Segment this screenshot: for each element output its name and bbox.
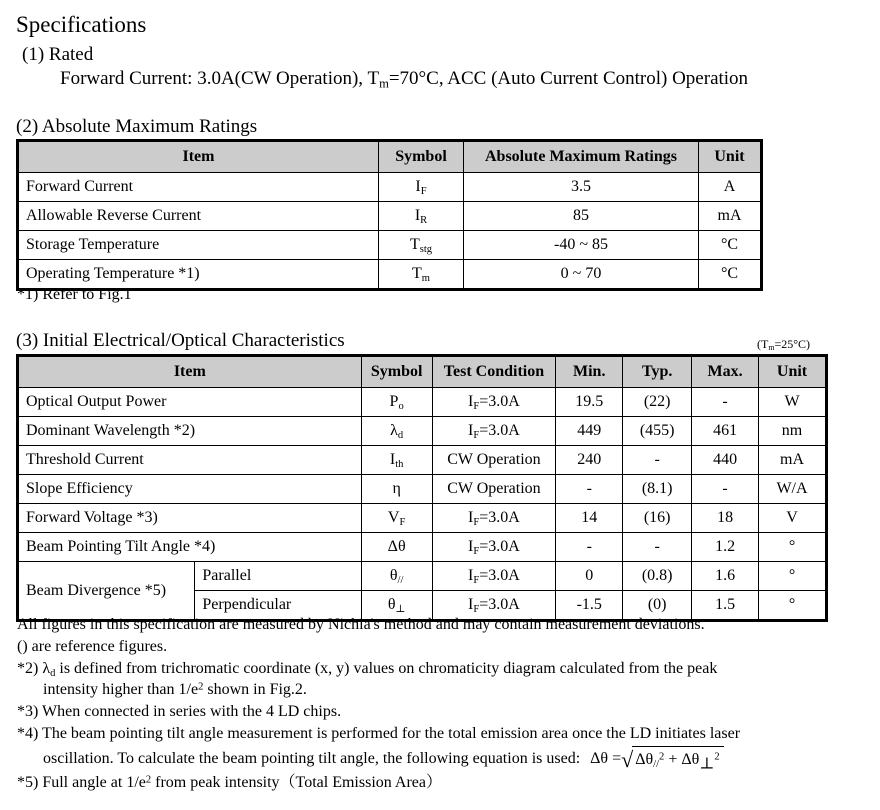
row-typ: (22) — [623, 388, 692, 417]
row-unit: °C — [699, 231, 761, 260]
row-max: 461 — [692, 417, 759, 446]
symbol-subscript: th — [395, 458, 404, 470]
row-test-condition — [432, 533, 556, 562]
radical-sign: √ — [621, 747, 634, 773]
table-row — [19, 475, 826, 504]
symbol-subscript: d — [397, 429, 404, 441]
table-row — [19, 173, 761, 202]
condition-subscript: m — [768, 343, 775, 353]
page-title: Specifications — [16, 12, 147, 37]
row-symbol — [361, 504, 432, 533]
footnote-4: *4) The beam pointing tilt angle measurement is performed for the total emission area once the LD initiates laser — [17, 724, 741, 742]
row-unit: W — [759, 388, 826, 417]
symbol-base: V — [387, 509, 400, 526]
row-typ: (0) — [623, 591, 692, 620]
footnote-2-part3: intensity higher than 1/e — [43, 681, 199, 699]
test-subscript: F — [473, 516, 480, 528]
table-row — [19, 388, 826, 417]
row-unit: A — [699, 173, 761, 202]
row-typ: - — [623, 533, 692, 562]
symbol-base: I — [389, 451, 396, 468]
row-typ: (455) — [623, 417, 692, 446]
row-item: Operating Temperature *1) — [19, 260, 379, 289]
row-unit: °C — [699, 260, 761, 289]
equation-term2-subscript: ⊥ — [699, 755, 715, 773]
row-unit: nm — [759, 417, 826, 446]
row-test-condition — [432, 446, 556, 475]
symbol-base: θ — [387, 596, 396, 613]
row-min: 240 — [556, 446, 623, 475]
measurement-condition-note — [757, 337, 810, 352]
symbol-subscript: R — [420, 214, 428, 226]
footnote-5 — [17, 773, 867, 794]
symbol-subscript: // — [397, 574, 404, 586]
symbol-base: Δθ — [387, 538, 406, 555]
rated-line-subscript: m — [379, 76, 389, 91]
row-min: 449 — [556, 417, 623, 446]
row-typ: (8.1) — [623, 475, 692, 504]
table-row — [19, 231, 761, 260]
symbol-subscript: F — [420, 185, 427, 197]
footnote-2-part4: shown in Fig.2. — [203, 681, 307, 699]
column-header-item: Item — [19, 142, 379, 173]
test-subscript: F — [473, 574, 480, 586]
row-item: Storage Temperature — [19, 231, 379, 260]
column-header-unit: Unit — [699, 142, 761, 173]
footnote-2-superscript: 2 — [198, 681, 204, 693]
equation-term2-superscript: 2 — [714, 751, 720, 763]
absolute-maximum-ratings-table — [18, 141, 761, 289]
row-unit: mA — [759, 446, 826, 475]
row-symbol — [361, 533, 432, 562]
column-header-typ: Typ. — [623, 357, 692, 388]
test-subscript: F — [473, 429, 480, 441]
row-min: - — [556, 533, 623, 562]
table-row — [19, 202, 761, 231]
row-test-condition — [432, 504, 556, 533]
footnote-general-1: All figures in this specification are measured by Nichia's method and may contain measurement deviations. — [17, 616, 705, 633]
symbol-base: T — [409, 236, 420, 253]
test-rest: =3.0A — [479, 567, 520, 584]
row-max: 1.2 — [692, 533, 759, 562]
symbol-base: I — [415, 178, 421, 195]
row-min: 0 — [556, 562, 623, 591]
row-item-beam-divergence: Beam Divergence *5) — [19, 562, 195, 620]
row-max: 1.6 — [692, 562, 759, 591]
symbol-subscript: ⊥ — [395, 603, 406, 615]
symbol-subscript: o — [398, 400, 404, 412]
row-symbol — [379, 260, 464, 289]
row-rating: 0 ~ 70 — [464, 260, 699, 289]
symbol-base: I — [414, 207, 421, 224]
row-min: 19.5 — [556, 388, 623, 417]
row-symbol — [379, 231, 464, 260]
column-header-min: Min. — [556, 357, 623, 388]
row-symbol — [361, 475, 432, 504]
row-max: 440 — [692, 446, 759, 475]
footnote-fig1: *1) Refer to Fig.1 — [17, 286, 132, 303]
footnote-2-subscript: d — [50, 667, 56, 679]
test-base: CW Operation — [447, 451, 541, 468]
symbol-base: P — [389, 393, 399, 410]
row-symbol — [379, 202, 464, 231]
test-base: CW Operation — [447, 480, 541, 497]
row-sublabel-perpendicular: Perpendicular — [195, 591, 361, 620]
column-header-symbol: Symbol — [361, 357, 432, 388]
table-header-row — [19, 142, 761, 173]
row-rating: 3.5 — [464, 173, 699, 202]
row-rating: -40 ~ 85 — [464, 231, 699, 260]
symbol-subscript: stg — [419, 243, 433, 255]
row-sublabel-parallel: Parallel — [195, 562, 361, 591]
column-header-item: Item — [19, 357, 362, 388]
row-max: - — [692, 388, 759, 417]
row-test-condition — [432, 475, 556, 504]
table-header-row — [19, 357, 826, 388]
test-base: I — [468, 509, 474, 526]
column-header-max: Max. — [692, 357, 759, 388]
test-rest: =3.0A — [479, 596, 520, 613]
row-symbol — [361, 562, 432, 591]
symbol-base: λ — [390, 422, 398, 439]
rated-line-part2: =70°C, ACC (Auto Current Control) Operation — [388, 68, 749, 89]
row-unit: ° — [759, 562, 826, 591]
footnote-2-part1: *2) λ — [17, 659, 51, 677]
footnotes-block — [17, 615, 867, 794]
row-min: 14 — [556, 504, 623, 533]
table-row — [19, 417, 826, 446]
row-symbol — [361, 417, 432, 446]
symbol-base: θ — [389, 567, 398, 584]
row-typ: (16) — [623, 504, 692, 533]
condition-part2: =25°C) — [774, 337, 811, 351]
section-3-heading: (3) Initial Electrical/Optical Characteristics — [16, 330, 345, 351]
column-header-symbol: Symbol — [379, 142, 464, 173]
footnote-2-part2: is defined from trichromatic coordinate (x, y) values on chromaticity diagram calculated from the peak — [55, 659, 718, 677]
footnote-4-equation-line — [17, 746, 867, 773]
rated-forward-current-line — [60, 68, 748, 90]
test-rest: =3.0A — [479, 509, 520, 526]
row-max: 1.5 — [692, 591, 759, 620]
row-item: Optical Output Power — [19, 388, 362, 417]
footnote-2 — [17, 659, 867, 680]
row-unit: ° — [759, 533, 826, 562]
row-min: - — [556, 475, 623, 504]
section-2-heading: (2) Absolute Maximum Ratings — [16, 116, 258, 137]
footnote-3: *3) When connected in series with the 4 LD chips. — [17, 703, 342, 721]
row-item: Dominant Wavelength *2) — [19, 417, 362, 446]
footnote-2-continued — [17, 680, 867, 701]
row-min: -1.5 — [556, 591, 623, 620]
radicand — [632, 746, 723, 773]
column-header-unit: Unit — [759, 357, 826, 388]
test-base: I — [468, 422, 474, 439]
row-test-condition — [432, 388, 556, 417]
row-unit: mA — [699, 202, 761, 231]
footnote-4-part2: oscillation. To calculate the beam pointing tilt angle, the following equation is used: — [43, 749, 581, 767]
table-row — [19, 260, 761, 289]
row-symbol — [361, 388, 432, 417]
row-symbol — [379, 173, 464, 202]
row-test-condition — [432, 562, 556, 591]
footnote-general-2: () are reference figures. — [17, 637, 168, 655]
section-1-heading: (1) Rated — [22, 44, 94, 65]
row-item: Allowable Reverse Current — [19, 202, 379, 231]
test-subscript: F — [473, 400, 480, 412]
symbol-subscript: m — [421, 272, 430, 284]
test-base: I — [468, 567, 474, 584]
symbol-base: T — [412, 265, 422, 282]
row-test-condition — [432, 417, 556, 446]
test-base: I — [468, 538, 474, 555]
test-base: I — [468, 596, 474, 613]
footnote-5-superscript: 2 — [145, 773, 152, 785]
footnote-5-part1: *5) Full angle at 1/e — [17, 773, 146, 791]
symbol-subscript: F — [399, 516, 406, 528]
row-item: Forward Current — [19, 173, 379, 202]
table-row — [19, 533, 826, 562]
symbol-base: η — [392, 480, 401, 497]
table-row — [19, 504, 826, 533]
row-item: Forward Voltage *3) — [19, 504, 362, 533]
row-symbol — [361, 446, 432, 475]
test-rest: =3.0A — [479, 393, 520, 410]
column-header-test-condition: Test Condition — [432, 357, 556, 388]
condition-part1: (T — [757, 337, 769, 351]
test-rest: =3.0A — [479, 538, 520, 555]
column-header-ratings: Absolute Maximum Ratings — [464, 142, 699, 173]
table-row — [19, 446, 826, 475]
row-typ: (0.8) — [623, 562, 692, 591]
beam-tilt-equation — [590, 746, 723, 773]
row-typ: - — [623, 446, 692, 475]
table-row-beam-divergence-parallel — [19, 562, 826, 591]
row-unit: W/A — [759, 475, 826, 504]
row-rating: 85 — [464, 202, 699, 231]
equation-plus: + — [668, 750, 678, 768]
row-item: Slope Efficiency — [19, 475, 362, 504]
row-item: Threshold Current — [19, 446, 362, 475]
row-unit: V — [759, 504, 826, 533]
row-unit: ° — [759, 591, 826, 620]
test-rest: =3.0A — [479, 422, 520, 439]
equation-term1-subscript: // — [653, 758, 660, 770]
row-max: 18 — [692, 504, 759, 533]
test-subscript: F — [473, 545, 480, 557]
rated-line-part1: Forward Current: 3.0A(CW Operation), T — [60, 68, 380, 89]
row-max: - — [692, 475, 759, 504]
equation-lhs: Δθ = — [590, 749, 622, 767]
row-item: Beam Pointing Tilt Angle *4) — [19, 533, 362, 562]
equation-term1: Δθ — [635, 750, 654, 768]
equation-term1-superscript: 2 — [659, 751, 665, 763]
test-subscript: F — [473, 603, 480, 615]
equation-term2: Δθ — [681, 750, 700, 768]
footnote-5-part2: from peak intensity（Total Emission Area） — [151, 773, 442, 791]
initial-electrical-optical-characteristics-table — [18, 356, 826, 620]
test-base: I — [468, 393, 474, 410]
